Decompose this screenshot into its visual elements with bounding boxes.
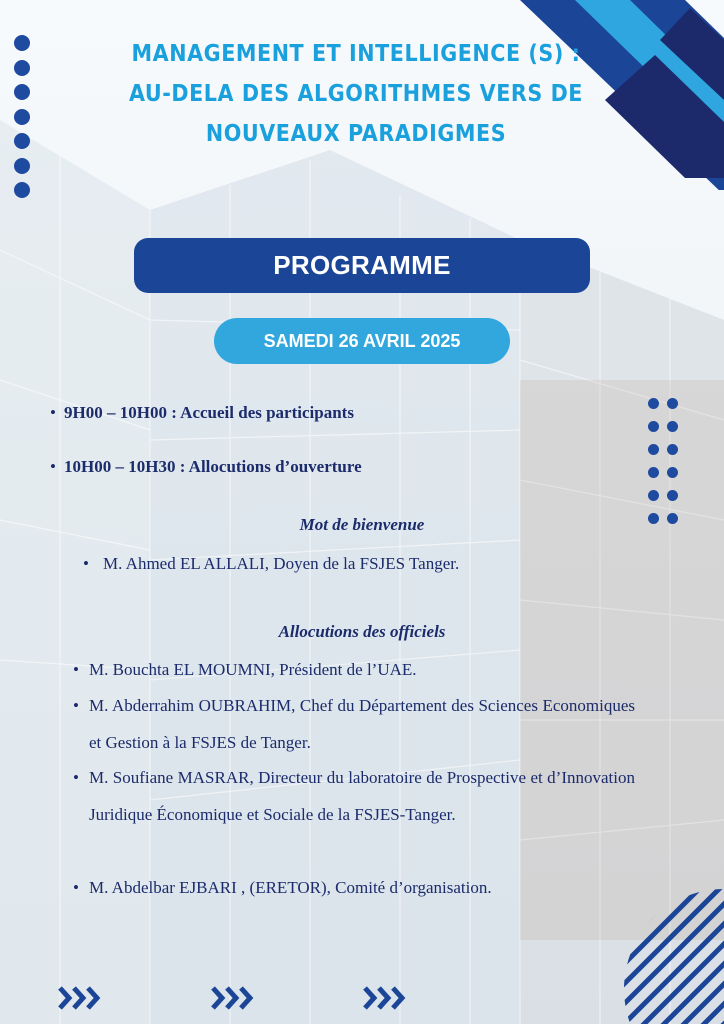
- chevron-arrows-icon: [57, 985, 103, 1011]
- schedule-item: [50, 457, 362, 477]
- official-text: M. Abderrahim OUBRAHIM, Chef du Département des Sciences Economiques et Gestion à la FSJES de Tanger.: [89, 696, 635, 752]
- dot-column-icon: [14, 35, 30, 207]
- welcome-heading: Mot de bienvenue: [299, 515, 425, 534]
- title-line: AU-DELA DES ALGORITHMES VERS DE: [129, 81, 583, 107]
- bullet: •: [50, 457, 56, 476]
- official-item: [73, 651, 635, 688]
- bullet: •: [50, 403, 56, 422]
- title-line: MANAGEMENT ET INTELLIGENCE (S) :: [131, 41, 581, 67]
- officials-heading: Allocutions des officiels: [278, 622, 446, 641]
- bullet: •: [73, 878, 79, 897]
- bullet: •: [73, 768, 79, 787]
- welcome-text: M. Ahmed EL ALLALI, Doyen de la FSJES Tanger.: [103, 554, 460, 573]
- official-item: [73, 869, 635, 906]
- event-title: [122, 34, 590, 154]
- official-text: M. Abdelbar EJBARI , (ERETOR), Comité d’organisation.: [89, 878, 492, 897]
- title-line: NOUVEAUX PARADIGMES: [205, 121, 507, 147]
- bullet: •: [83, 554, 89, 573]
- programme-banner: PROGRAMME: [134, 238, 590, 293]
- schedule-text: 9H00 – 10H00 : Accueil des participants: [64, 403, 354, 422]
- official-text: M. Soufiane MASRAR, Directeur du laboratoire de Prospective et d’Innovation Juridique Économique et Sociale de la FSJES-Tanger.: [89, 768, 635, 824]
- chevron-arrows-icon: [362, 985, 408, 1011]
- chevron-arrows-icon: [210, 985, 256, 1011]
- bullet: •: [73, 696, 79, 715]
- schedule-item: [50, 403, 354, 423]
- date-badge: SAMEDI 26 AVRIL 2025: [214, 318, 510, 364]
- welcome-item: [83, 545, 623, 582]
- striped-circle-icon: [624, 884, 724, 1024]
- official-text: M. Bouchta EL MOUMNI, Président de l’UAE.: [89, 660, 417, 679]
- official-item: [73, 759, 635, 833]
- schedule-text: 10H00 – 10H30 : Allocutions d’ouverture: [64, 457, 362, 476]
- official-item: [73, 687, 635, 761]
- bullet: •: [73, 660, 79, 679]
